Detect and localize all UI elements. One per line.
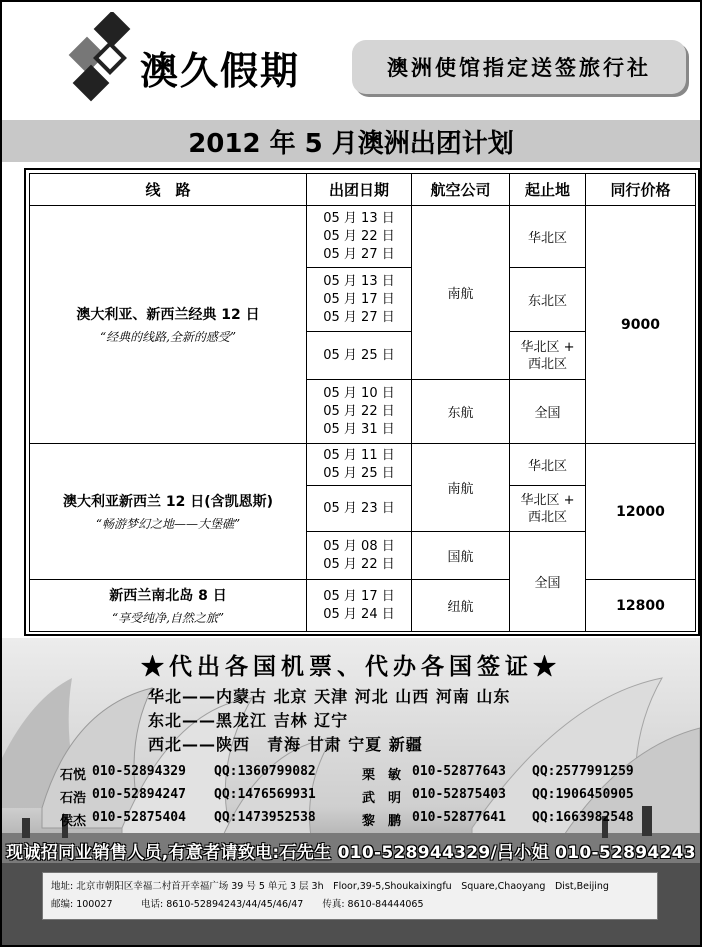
header-origin: 起止地: [510, 174, 586, 206]
contact-qq: QQ:1360799082: [214, 764, 316, 779]
date: 05 月 25 日: [323, 347, 395, 363]
date: 05 月 13 日: [323, 210, 395, 226]
contact-name: 黎 鹏: [362, 814, 402, 829]
date: 05 月 25 日: [323, 465, 395, 481]
origin-cell: 东北区: [510, 268, 586, 332]
date-group: [307, 532, 412, 580]
route-name: 澳大利亚、新西兰经典 12 日: [76, 307, 260, 323]
region-north: 华北——内蒙古 北京 天津 河北 山西 河南 山东: [148, 687, 511, 706]
contact-name: 侯杰: [60, 814, 87, 829]
airline-cell: 东航: [412, 380, 510, 444]
date: 05 月 13 日: [323, 273, 395, 289]
origin-cell: [510, 486, 586, 532]
origin-line: 华北区 +: [520, 339, 575, 355]
route-quote: “经典的线路,全新的感受”: [99, 330, 237, 344]
date-group: [307, 486, 412, 532]
price-cell: 12800: [586, 580, 696, 632]
date-group: [307, 268, 412, 332]
contact-name: 石悦: [60, 768, 87, 783]
date: 05 月 27 日: [323, 246, 395, 262]
logo-diamond-icon: [64, 12, 134, 108]
route-name: 新西兰南北岛 8 日: [109, 588, 227, 604]
contact-phone: 010-52894247: [92, 787, 186, 802]
contact-qq: QQ:1473952538: [214, 810, 316, 825]
origin-cell: [510, 332, 586, 380]
origin-cell: 全国: [510, 380, 586, 444]
date-group: [307, 380, 412, 444]
airline-cell: 国航: [412, 532, 510, 580]
date: 05 月 10 日: [323, 385, 395, 401]
date: 05 月 08 日: [323, 538, 395, 554]
date: 05 月 24 日: [323, 606, 395, 622]
region-northwest: 西北——陕西 青海 甘肃 宁夏 新疆: [148, 735, 423, 754]
address-line: 地址: 北京市朝阳区幸福二村首开幸福广场 39 号 5 单元 3 层 3h Floor,39-5,Shoukaixingfu Square,Chaoyang Dist,Beijing: [51, 881, 609, 892]
contact-qq: QQ:2577991259: [532, 764, 634, 779]
brand-name: 澳久假期: [140, 49, 301, 93]
date: 05 月 22 日: [323, 228, 395, 244]
tour-schedule-table: [24, 168, 700, 636]
route-name: 澳大利亚新西兰 12 日(含凯恩斯): [62, 494, 274, 510]
contact-name: 武 明: [362, 791, 402, 806]
date: 05 月 27 日: [323, 309, 395, 325]
origin-line: 华北区 +: [520, 492, 575, 508]
contact-phone: 010-52877641: [412, 810, 506, 825]
address-box: [42, 872, 658, 920]
date-group: [307, 580, 412, 632]
header-route: 线 路: [30, 174, 307, 206]
origin-cell: 华北区: [510, 444, 586, 486]
airline-cell: 南航: [412, 444, 510, 532]
airline-cell: 纽航: [412, 580, 510, 632]
origin-cell: 全国: [510, 532, 586, 632]
contact-qq: QQ:1476569931: [214, 787, 316, 802]
origin-line: 西北区: [527, 509, 567, 525]
contact-phone: 010-52877643: [412, 764, 506, 779]
contact-qq: QQ:1906450905: [532, 787, 634, 802]
date-group: [307, 332, 412, 380]
slogan-badge: 澳洲使馆指定送签旅行社: [352, 40, 686, 94]
price-cell: 12000: [586, 444, 696, 580]
date: 05 月 17 日: [323, 291, 395, 307]
origin-line: 西北区: [527, 356, 567, 372]
route-cell: [30, 206, 307, 444]
header-date: 出团日期: [307, 174, 412, 206]
route-quote: “畅游梦幻之地——大堡礁”: [95, 517, 241, 531]
date-group: [307, 444, 412, 486]
contact-phone: 010-52894329: [92, 764, 186, 779]
contact-name: 石浩: [60, 791, 87, 806]
date: 05 月 11 日: [323, 447, 395, 463]
contact-phone: 010-52875404: [92, 810, 186, 825]
header-price: 同行价格: [586, 174, 696, 206]
header-airline: 航空公司: [412, 174, 510, 206]
route-cell: [30, 580, 307, 632]
contact-qq: QQ:1663982548: [532, 810, 634, 825]
route-cell: [30, 444, 307, 580]
origin-cell: 华北区: [510, 206, 586, 268]
date: 05 月 23 日: [323, 500, 395, 516]
region-northeast: 东北——黑龙江 吉林 辽宁: [148, 711, 349, 730]
service-tagline: ★代出各国机票、代办各国签证★: [141, 653, 561, 680]
airline-cell: 南航: [412, 206, 510, 380]
contact-phone: 010-52875403: [412, 787, 506, 802]
route-quote: “享受纯净,自然之旅”: [111, 611, 225, 625]
date: 05 月 22 日: [323, 403, 395, 419]
price-cell: 9000: [586, 206, 696, 444]
recruitment-notice: 现诚招同业销售人员,有意者请致电:石先生 010-528944329/吕小姐 010-52894243: [6, 843, 696, 863]
date: 05 月 17 日: [323, 588, 395, 604]
date: 05 月 22 日: [323, 556, 395, 572]
postal-phone-fax-line: 邮编: 100027 电话: 8610-52894243/44/45/46/47 传真: 8610-84444065: [51, 899, 424, 910]
contact-name: 栗 敏: [362, 768, 402, 783]
date-group: [307, 206, 412, 268]
date: 05 月 31 日: [323, 421, 395, 437]
page-title: 2012 年 5 月澳洲出团计划: [2, 120, 700, 162]
